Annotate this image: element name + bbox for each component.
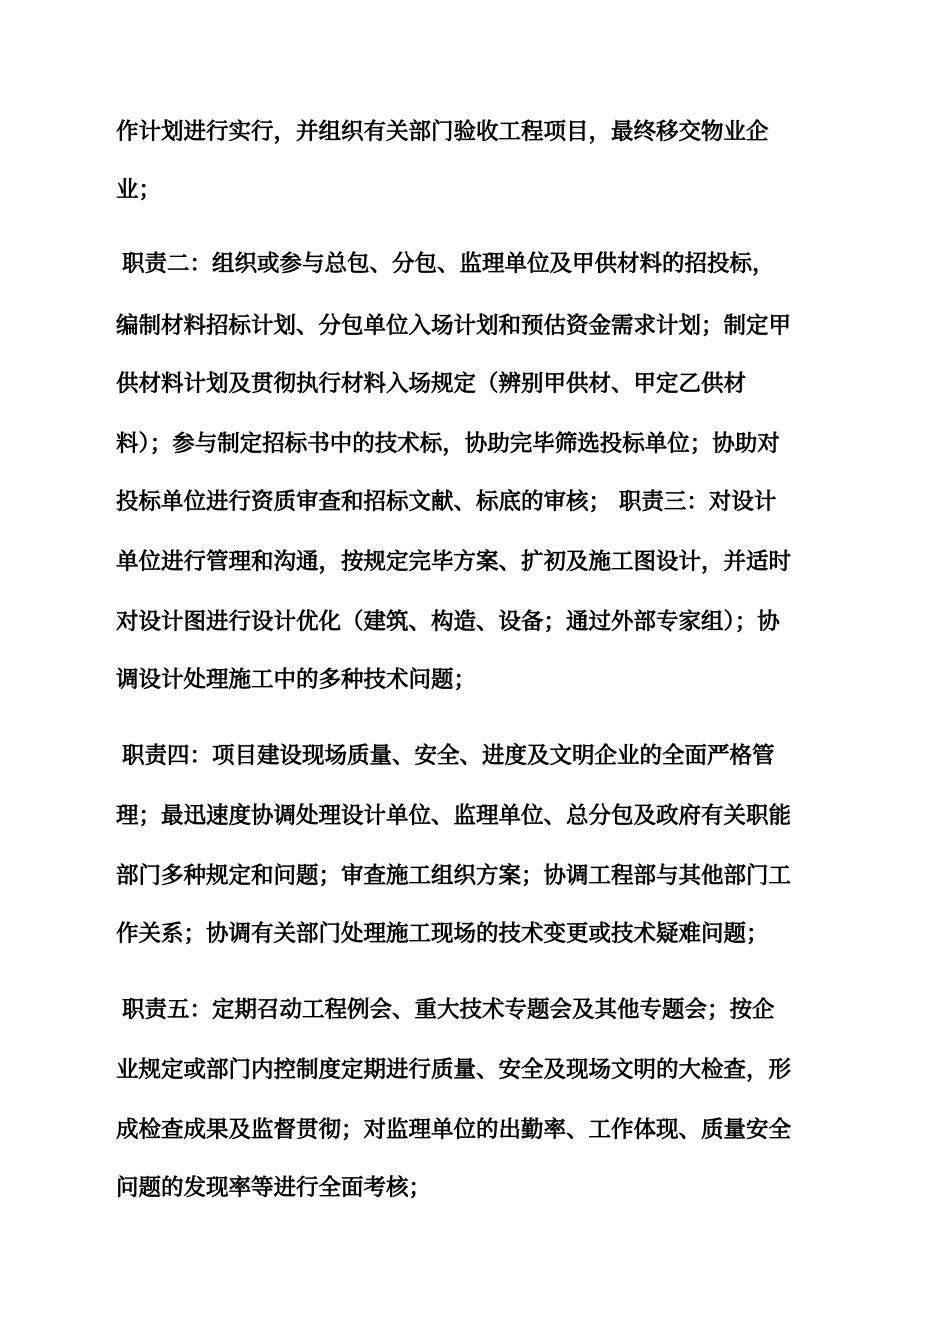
text-line: 对设计图进行设计优化（建筑、构造、设备；通过外部专家组）；协 bbox=[116, 609, 780, 635]
text-line: 单位进行管理和沟通，按规定完毕方案、扩初及施工图设计，并适时 bbox=[116, 549, 792, 575]
text-line: 作计划进行实行，并组织有关部门验收工程项目，最终移交物业企 bbox=[116, 119, 769, 145]
text-line: 成检查成果及监督贯彻；对监理单位的出勤率、工作体现、质量安全 bbox=[116, 1117, 792, 1143]
text-line: 问题的发现率等进行全面考核； bbox=[116, 1175, 432, 1201]
text-line: 职责五：定期召动工程例会、重大技术专题会及其他专题会；按企 bbox=[122, 997, 775, 1023]
text-line: 理；最迅速度协调处理设计单位、监理单位、总分包及政府有关职能 bbox=[116, 803, 792, 829]
text-line: 业规定或部门内控制度定期进行质量、安全及现场文明的大检查，形 bbox=[116, 1057, 792, 1083]
text-line: 业； bbox=[116, 177, 162, 203]
text-line: 供材料计划及贯彻执行材料入场规定（辨别甲供材、甲定乙供材 bbox=[116, 371, 747, 397]
text-line: 部门多种规定和问题；审查施工组织方案；协调工程部与其他部门工 bbox=[116, 863, 792, 889]
text-line: 职责四：项目建设现场质量、安全、进度及文明企业的全面严格管 bbox=[122, 743, 775, 769]
text-line: 编制材料招标计划、分包单位入场计划和预估资金需求计划；制定甲 bbox=[116, 313, 792, 339]
text-line: 投标单位进行资质审查和招标文献、标底的审核； 职责三：对设计 bbox=[116, 489, 777, 515]
text-line: 料）；参与制定招标书中的技术标，协助完毕筛选投标单位；协助对 bbox=[116, 431, 780, 457]
text-line: 作关系；协调有关部门处理施工现场的技术变更或技术疑难问题； bbox=[116, 921, 769, 947]
text-line: 调设计处理施工中的多种技术问题； bbox=[116, 667, 477, 693]
text-line: 职责二：组织或参与总包、分包、监理单位及甲供材料的招投标， bbox=[122, 251, 775, 277]
